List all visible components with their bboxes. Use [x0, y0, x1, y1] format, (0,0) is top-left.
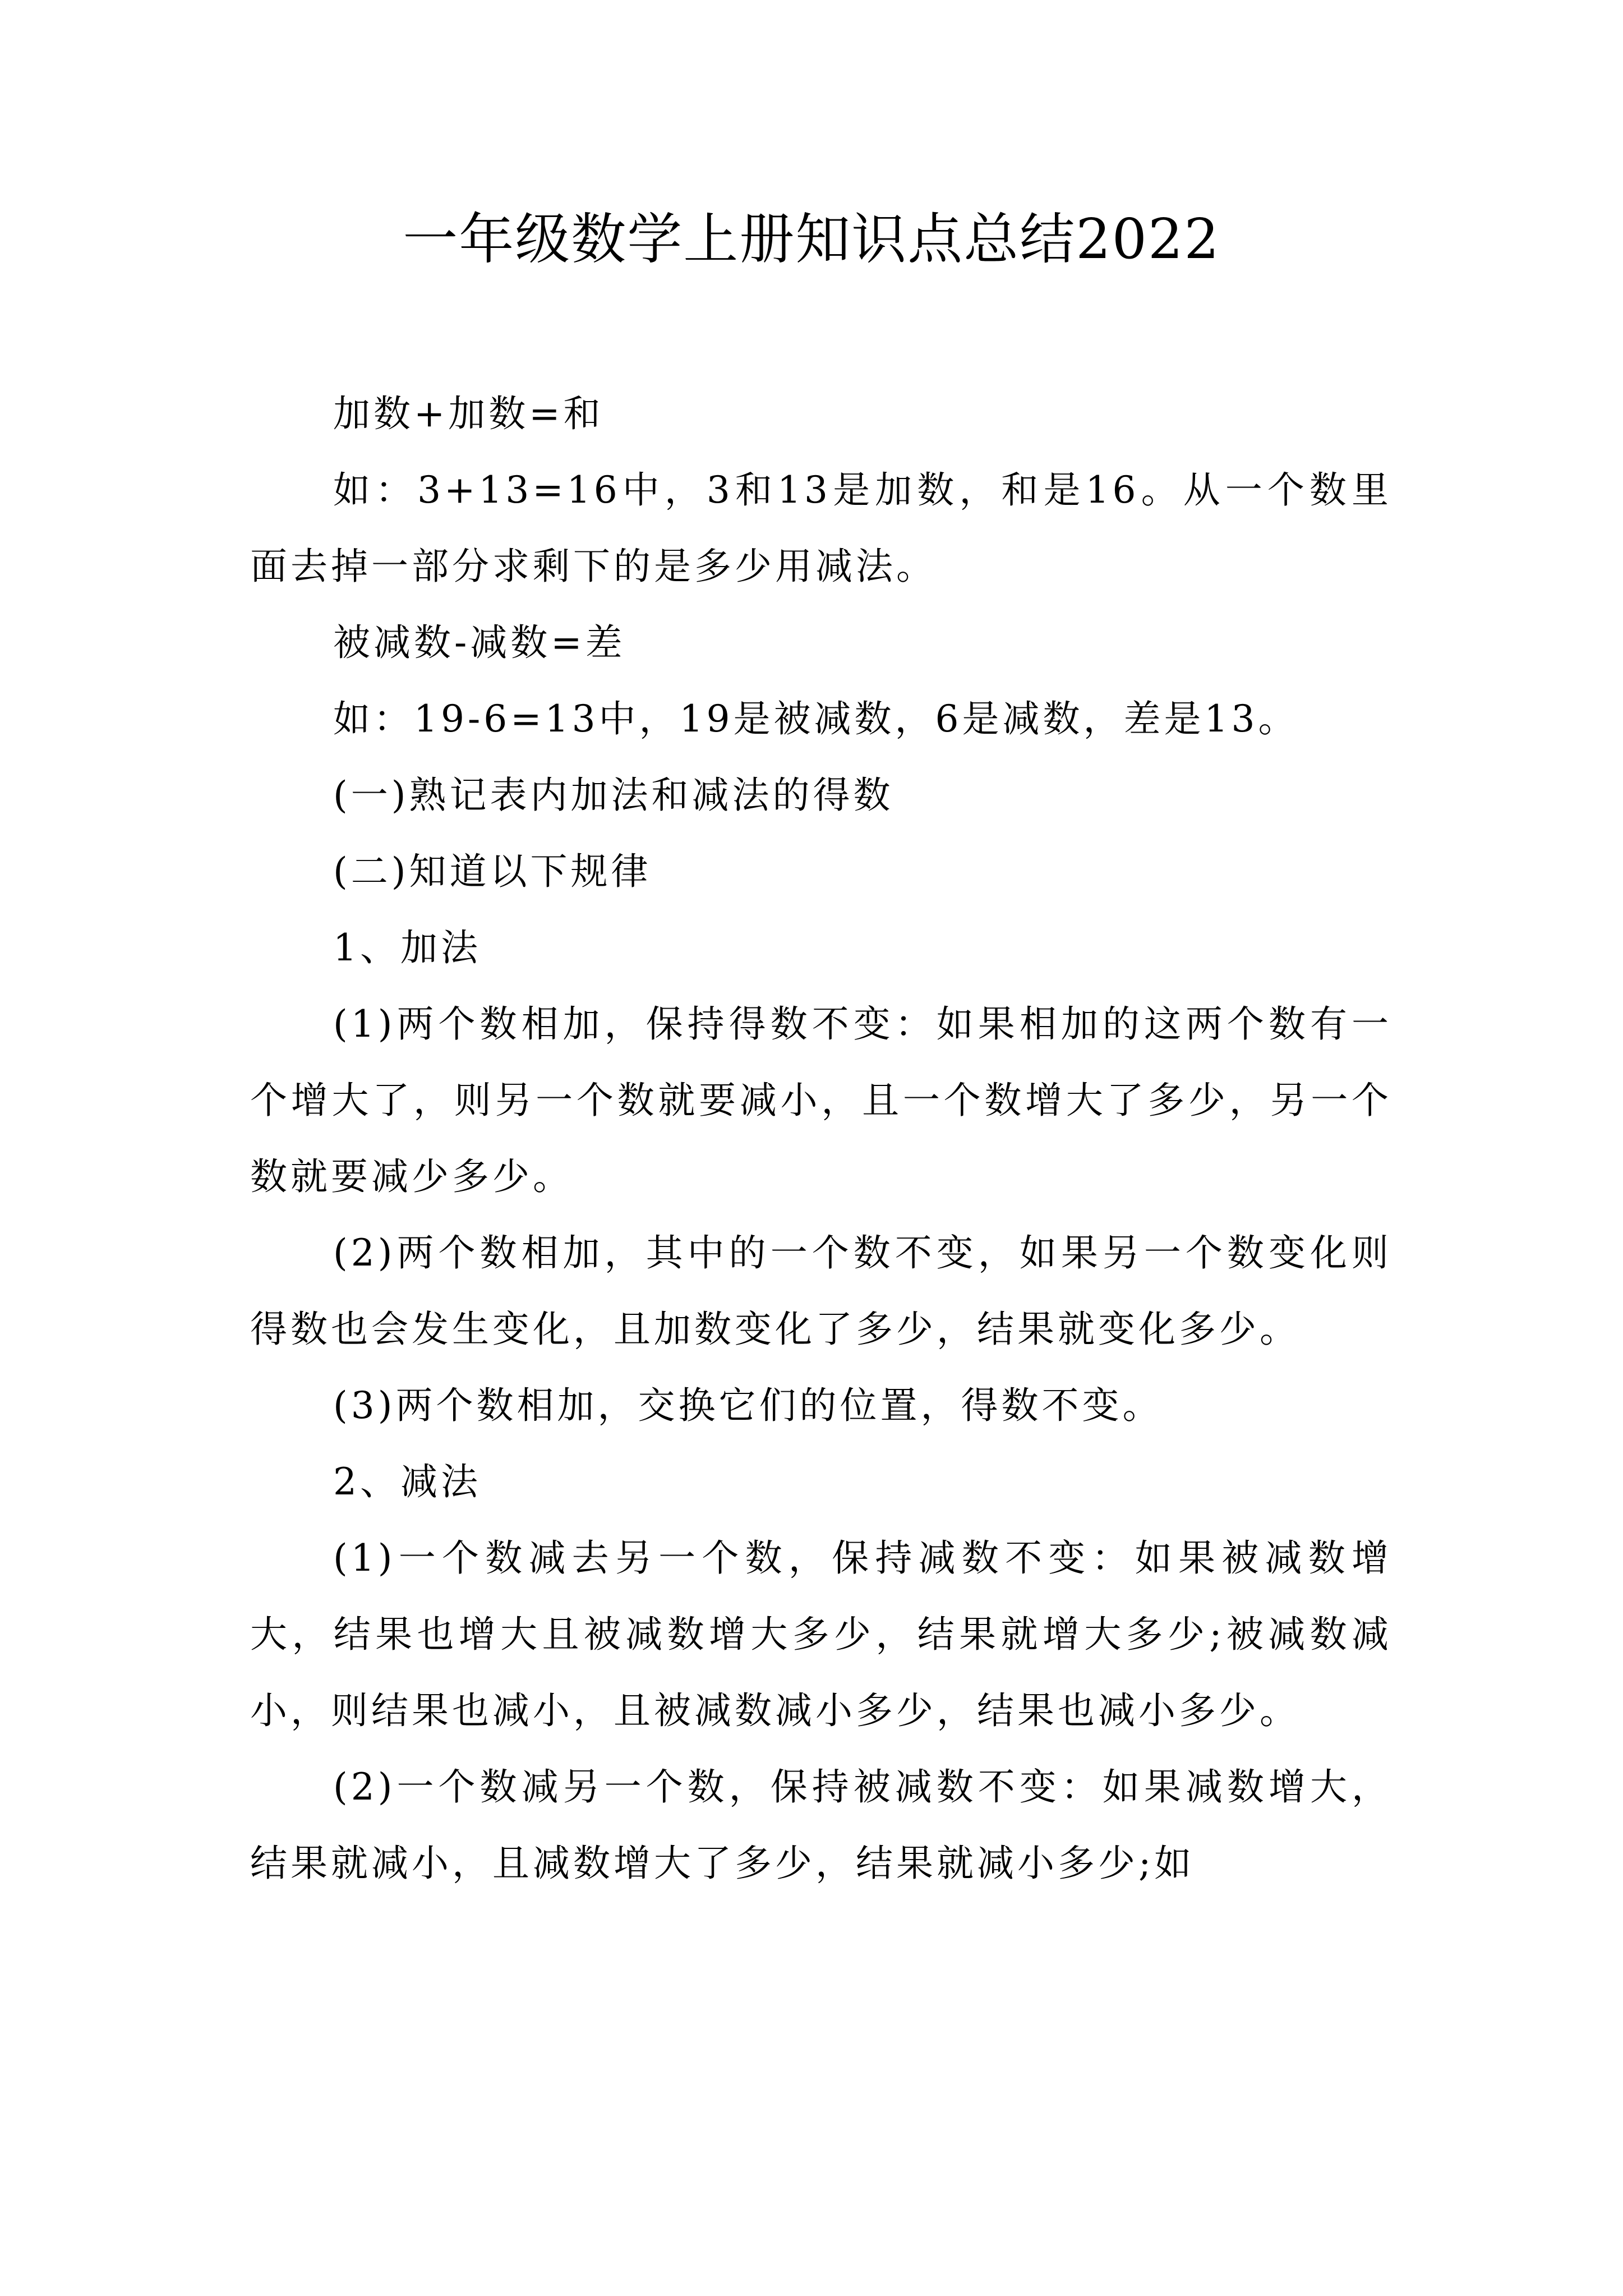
- paragraph-addition-example: 如：3+13=16中，3和13是加数，和是16。从一个数里面去掉一部分求剩下的是多少用减法。: [250, 468, 1392, 588]
- paragraph-subtraction-formula: 被减数-减数=差: [333, 621, 626, 664]
- paragraph-subtraction-rule-1: (1)一个数减去另一个数，保持减数不变：如果被减数增大，结果也增大且被减数增大多少，结果就增大多少;被减数减小，则结果也减小，且被减数减小多少，结果也减小多少。: [250, 1536, 1392, 1732]
- subsection-heading-addition: 1、加法: [333, 926, 481, 969]
- subsection-heading-subtraction: 2、减法: [333, 1460, 481, 1503]
- paragraph-addition-formula: 加数+加数=和: [333, 392, 604, 435]
- paragraph-subtraction-example: 如：19-6=13中，19是被减数，6是减数，差是13。: [333, 697, 1299, 740]
- paragraph-addition-rule-2: (2)两个数相加，其中的一个数不变，如果另一个数变化则得数也会发生变化，且加数变化了多少，结果就变化多少。: [250, 1231, 1392, 1351]
- section-heading-1: (一)熟记表内加法和减法的得数: [333, 774, 894, 817]
- section-heading-2: (二)知道以下规律: [333, 850, 652, 893]
- paragraph-addition-rule-3: (3)两个数相加，交换它们的位置，得数不变。: [333, 1384, 1163, 1427]
- document-title: 一年级数学上册知识点总结2022: [403, 208, 1220, 272]
- paragraph-addition-rule-1: (1)两个数相加，保持得数不变：如果相加的这两个数有一个增大了，则另一个数就要减小，且一个数增大了多少，另一个数就要减少多少。: [250, 1002, 1392, 1198]
- paragraph-subtraction-rule-2: (2)一个数减另一个数，保持被减数不变：如果减数增大，结果就减小，且减数增大了多少，结果就减小多少;如: [250, 1765, 1392, 1885]
- document-body: [250, 376, 1392, 1902]
